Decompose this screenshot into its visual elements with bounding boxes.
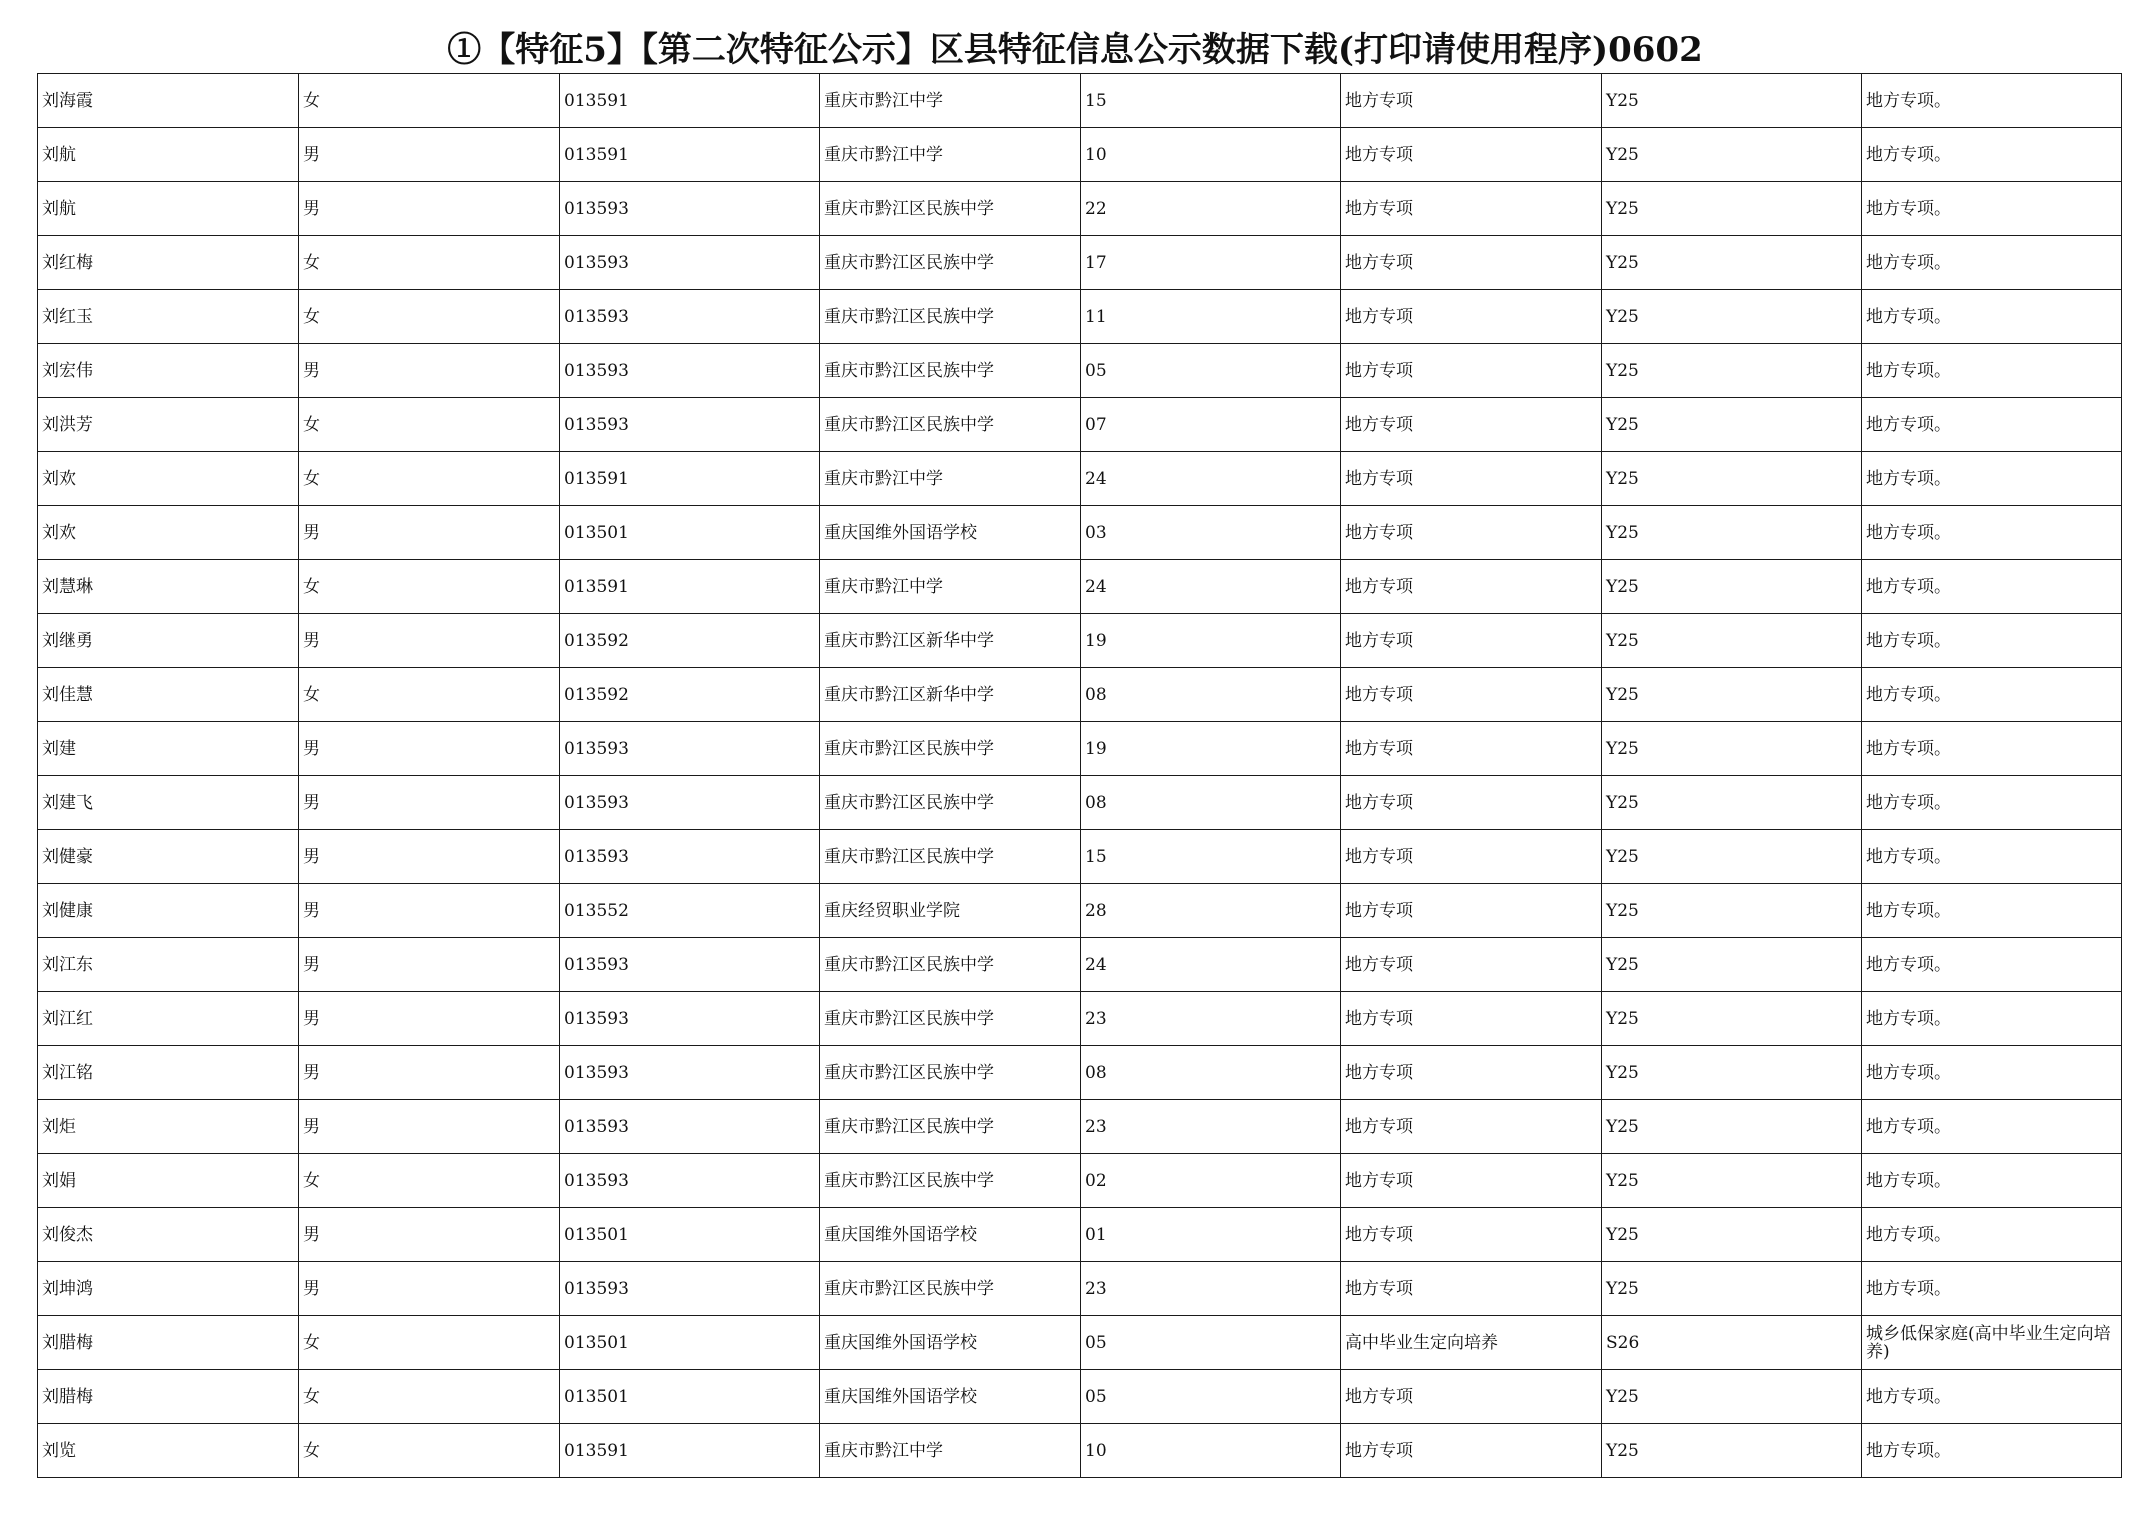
code-cell: 013501 [560,1370,820,1424]
gender-cell: 男 [299,182,560,236]
feature-code-cell: S26 [1602,1316,1862,1370]
table-row [38,398,2122,452]
gender-cell: 男 [299,992,560,1046]
table-row [38,128,2122,182]
category-cell: 地方专项 [1341,1208,1602,1262]
feature-description-cell: 地方专项。 [1862,398,2122,452]
code-cell: 013593 [560,992,820,1046]
code-cell: 013591 [560,452,820,506]
feature-code-cell: Y25 [1602,182,1862,236]
table-row [38,182,2122,236]
category-cell: 高中毕业生定向培养 [1341,1316,1602,1370]
class-cell: 17 [1081,236,1341,290]
code-cell: 013593 [560,1154,820,1208]
class-cell: 01 [1081,1208,1341,1262]
gender-cell: 男 [299,614,560,668]
category-cell: 地方专项 [1341,290,1602,344]
class-cell: 22 [1081,182,1341,236]
code-cell: 013593 [560,398,820,452]
table-row [38,1262,2122,1316]
school-cell: 重庆市黔江中学 [820,560,1081,614]
name-cell: 刘继勇 [38,614,299,668]
class-cell: 23 [1081,992,1341,1046]
feature-description-cell: 地方专项。 [1862,1208,2122,1262]
category-cell: 地方专项 [1341,398,1602,452]
feature-code-cell: Y25 [1602,236,1862,290]
name-cell: 刘航 [38,182,299,236]
class-cell: 05 [1081,344,1341,398]
table-row [38,1100,2122,1154]
class-cell: 03 [1081,506,1341,560]
feature-description-cell: 地方专项。 [1862,74,2122,128]
feature-description-cell: 地方专项。 [1862,182,2122,236]
feature-code-cell: Y25 [1602,722,1862,776]
feature-code-cell: Y25 [1602,128,1862,182]
table-row [38,1370,2122,1424]
class-cell: 10 [1081,128,1341,182]
feature-description-cell: 地方专项。 [1862,992,2122,1046]
gender-cell: 男 [299,128,560,182]
code-cell: 013501 [560,506,820,560]
code-cell: 013593 [560,236,820,290]
code-cell: 013593 [560,776,820,830]
school-cell: 重庆市黔江区民族中学 [820,236,1081,290]
table-row [38,830,2122,884]
category-cell: 地方专项 [1341,1154,1602,1208]
name-cell: 刘俊杰 [38,1208,299,1262]
feature-description-cell: 地方专项。 [1862,938,2122,992]
school-cell: 重庆市黔江区民族中学 [820,182,1081,236]
category-cell: 地方专项 [1341,1046,1602,1100]
school-cell: 重庆市黔江区民族中学 [820,290,1081,344]
name-cell: 刘红梅 [38,236,299,290]
category-cell: 地方专项 [1341,776,1602,830]
school-cell: 重庆市黔江区新华中学 [820,614,1081,668]
category-cell: 地方专项 [1341,992,1602,1046]
feature-code-cell: Y25 [1602,74,1862,128]
class-cell: 10 [1081,1424,1341,1478]
feature-description-cell: 地方专项。 [1862,1100,2122,1154]
feature-code-cell: Y25 [1602,1046,1862,1100]
school-cell: 重庆经贸职业学院 [820,884,1081,938]
table-row [38,452,2122,506]
school-cell: 重庆市黔江区民族中学 [820,1154,1081,1208]
table-row [38,1424,2122,1478]
feature-code-cell: Y25 [1602,884,1862,938]
name-cell: 刘航 [38,128,299,182]
name-cell: 刘览 [38,1424,299,1478]
feature-description-cell: 地方专项。 [1862,1262,2122,1316]
class-cell: 07 [1081,398,1341,452]
gender-cell: 女 [299,1424,560,1478]
feature-description-cell: 地方专项。 [1862,452,2122,506]
school-cell: 重庆市黔江区民族中学 [820,398,1081,452]
gender-cell: 男 [299,884,560,938]
name-cell: 刘江红 [38,992,299,1046]
gender-cell: 女 [299,236,560,290]
category-cell: 地方专项 [1341,668,1602,722]
class-cell: 24 [1081,560,1341,614]
table-row [38,668,2122,722]
name-cell: 刘建 [38,722,299,776]
category-cell: 地方专项 [1341,506,1602,560]
school-cell: 重庆国维外国语学校 [820,1370,1081,1424]
table-row [38,992,2122,1046]
name-cell: 刘慧琳 [38,560,299,614]
feature-code-cell: Y25 [1602,668,1862,722]
category-cell: 地方专项 [1341,236,1602,290]
code-cell: 013593 [560,938,820,992]
name-cell: 刘腊梅 [38,1316,299,1370]
gender-cell: 男 [299,344,560,398]
table-row [38,884,2122,938]
name-cell: 刘红玉 [38,290,299,344]
feature-code-cell: Y25 [1602,1424,1862,1478]
school-cell: 重庆市黔江中学 [820,1424,1081,1478]
feature-description-cell: 地方专项。 [1862,290,2122,344]
code-cell: 013591 [560,74,820,128]
table-row [38,236,2122,290]
feature-description-cell: 地方专项。 [1862,236,2122,290]
school-cell: 重庆市黔江区民族中学 [820,830,1081,884]
school-cell: 重庆市黔江区民族中学 [820,1046,1081,1100]
school-cell: 重庆市黔江区民族中学 [820,938,1081,992]
gender-cell: 女 [299,560,560,614]
class-cell: 11 [1081,290,1341,344]
class-cell: 02 [1081,1154,1341,1208]
gender-cell: 男 [299,506,560,560]
name-cell: 刘腊梅 [38,1370,299,1424]
feature-code-cell: Y25 [1602,452,1862,506]
name-cell: 刘坤鸿 [38,1262,299,1316]
class-cell: 19 [1081,614,1341,668]
code-cell: 013591 [560,560,820,614]
gender-cell: 男 [299,830,560,884]
category-cell: 地方专项 [1341,830,1602,884]
feature-code-cell: Y25 [1602,776,1862,830]
school-cell: 重庆国维外国语学校 [820,506,1081,560]
feature-code-cell: Y25 [1602,1100,1862,1154]
feature-code-cell: Y25 [1602,1208,1862,1262]
class-cell: 08 [1081,668,1341,722]
feature-code-cell: Y25 [1602,1262,1862,1316]
code-cell: 013592 [560,668,820,722]
gender-cell: 女 [299,668,560,722]
category-cell: 地方专项 [1341,128,1602,182]
feature-code-cell: Y25 [1602,290,1862,344]
class-cell: 08 [1081,776,1341,830]
feature-description-cell: 地方专项。 [1862,1370,2122,1424]
table-row [38,776,2122,830]
code-cell: 013593 [560,722,820,776]
gender-cell: 女 [299,1316,560,1370]
page-title: ①【特征5】【第二次特征公示】区县特征信息公示数据下载(打印请使用程序)0602 [447,30,1703,70]
feature-code-cell: Y25 [1602,1154,1862,1208]
school-cell: 重庆市黔江中学 [820,452,1081,506]
class-cell: 19 [1081,722,1341,776]
name-cell: 刘江东 [38,938,299,992]
table-row [38,1316,2122,1370]
feature-description-cell: 地方专项。 [1862,776,2122,830]
category-cell: 地方专项 [1341,722,1602,776]
gender-cell: 女 [299,290,560,344]
code-cell: 013592 [560,614,820,668]
code-cell: 013501 [560,1316,820,1370]
table-body [38,74,2122,1478]
category-cell: 地方专项 [1341,74,1602,128]
feature-description-cell: 地方专项。 [1862,128,2122,182]
feature-code-cell: Y25 [1602,398,1862,452]
feature-code-cell: Y25 [1602,938,1862,992]
table-row [38,1046,2122,1100]
feature-description-cell: 地方专项。 [1862,614,2122,668]
name-cell: 刘健豪 [38,830,299,884]
category-cell: 地方专项 [1341,452,1602,506]
feature-description-cell: 地方专项。 [1862,884,2122,938]
school-cell: 重庆市黔江区民族中学 [820,344,1081,398]
gender-cell: 女 [299,74,560,128]
name-cell: 刘宏伟 [38,344,299,398]
name-cell: 刘江铭 [38,1046,299,1100]
category-cell: 地方专项 [1341,884,1602,938]
gender-cell: 男 [299,776,560,830]
name-cell: 刘健康 [38,884,299,938]
school-cell: 重庆市黔江中学 [820,74,1081,128]
class-cell: 08 [1081,1046,1341,1100]
feature-description-cell: 地方专项。 [1862,560,2122,614]
table-row [38,290,2122,344]
gender-cell: 男 [299,1100,560,1154]
code-cell: 013593 [560,182,820,236]
class-cell: 15 [1081,830,1341,884]
feature-code-cell: Y25 [1602,344,1862,398]
school-cell: 重庆市黔江区民族中学 [820,992,1081,1046]
class-cell: 28 [1081,884,1341,938]
table-row [38,1208,2122,1262]
table-row [38,506,2122,560]
school-cell: 重庆市黔江区民族中学 [820,722,1081,776]
category-cell: 地方专项 [1341,1424,1602,1478]
feature-code-cell: Y25 [1602,614,1862,668]
code-cell: 013593 [560,1046,820,1100]
gender-cell: 男 [299,938,560,992]
class-cell: 05 [1081,1316,1341,1370]
school-cell: 重庆市黔江区民族中学 [820,1100,1081,1154]
school-cell: 重庆市黔江区民族中学 [820,1262,1081,1316]
table-row [38,1154,2122,1208]
category-cell: 地方专项 [1341,1100,1602,1154]
feature-description-cell: 城乡低保家庭(高中毕业生定向培养) [1862,1316,2122,1370]
gender-cell: 女 [299,1154,560,1208]
table-row [38,938,2122,992]
category-cell: 地方专项 [1341,614,1602,668]
category-cell: 地方专项 [1341,938,1602,992]
school-cell: 重庆国维外国语学校 [820,1316,1081,1370]
name-cell: 刘炬 [38,1100,299,1154]
class-cell: 24 [1081,938,1341,992]
category-cell: 地方专项 [1341,182,1602,236]
gender-cell: 男 [299,1262,560,1316]
code-cell: 013591 [560,1424,820,1478]
feature-code-cell: Y25 [1602,830,1862,884]
feature-description-cell: 地方专项。 [1862,668,2122,722]
feature-description-cell: 地方专项。 [1862,1046,2122,1100]
table-row [38,560,2122,614]
name-cell: 刘建飞 [38,776,299,830]
name-cell: 刘欢 [38,506,299,560]
gender-cell: 男 [299,722,560,776]
code-cell: 013593 [560,830,820,884]
feature-description-cell: 地方专项。 [1862,506,2122,560]
feature-code-cell: Y25 [1602,1370,1862,1424]
gender-cell: 女 [299,1370,560,1424]
class-cell: 24 [1081,452,1341,506]
feature-code-cell: Y25 [1602,506,1862,560]
data-table [37,73,2122,1478]
class-cell: 05 [1081,1370,1341,1424]
category-cell: 地方专项 [1341,560,1602,614]
feature-description-cell: 地方专项。 [1862,722,2122,776]
class-cell: 15 [1081,74,1341,128]
gender-cell: 男 [299,1208,560,1262]
class-cell: 23 [1081,1262,1341,1316]
school-cell: 重庆国维外国语学校 [820,1208,1081,1262]
code-cell: 013591 [560,128,820,182]
feature-description-cell: 地方专项。 [1862,1424,2122,1478]
name-cell: 刘佳慧 [38,668,299,722]
gender-cell: 男 [299,1046,560,1100]
feature-code-cell: Y25 [1602,560,1862,614]
code-cell: 013593 [560,1100,820,1154]
code-cell: 013552 [560,884,820,938]
feature-description-cell: 地方专项。 [1862,1154,2122,1208]
class-cell: 23 [1081,1100,1341,1154]
school-cell: 重庆市黔江区新华中学 [820,668,1081,722]
table-row [38,344,2122,398]
feature-code-cell: Y25 [1602,992,1862,1046]
school-cell: 重庆市黔江中学 [820,128,1081,182]
name-cell: 刘欢 [38,452,299,506]
category-cell: 地方专项 [1341,1262,1602,1316]
code-cell: 013593 [560,344,820,398]
gender-cell: 女 [299,398,560,452]
code-cell: 013501 [560,1208,820,1262]
table-row [38,722,2122,776]
category-cell: 地方专项 [1341,344,1602,398]
name-cell: 刘洪芳 [38,398,299,452]
feature-description-cell: 地方专项。 [1862,830,2122,884]
table-row [38,74,2122,128]
code-cell: 013593 [560,290,820,344]
category-cell: 地方专项 [1341,1370,1602,1424]
name-cell: 刘海霞 [38,74,299,128]
name-cell: 刘娟 [38,1154,299,1208]
code-cell: 013593 [560,1262,820,1316]
table-row [38,614,2122,668]
feature-description-cell: 地方专项。 [1862,344,2122,398]
gender-cell: 女 [299,452,560,506]
school-cell: 重庆市黔江区民族中学 [820,776,1081,830]
